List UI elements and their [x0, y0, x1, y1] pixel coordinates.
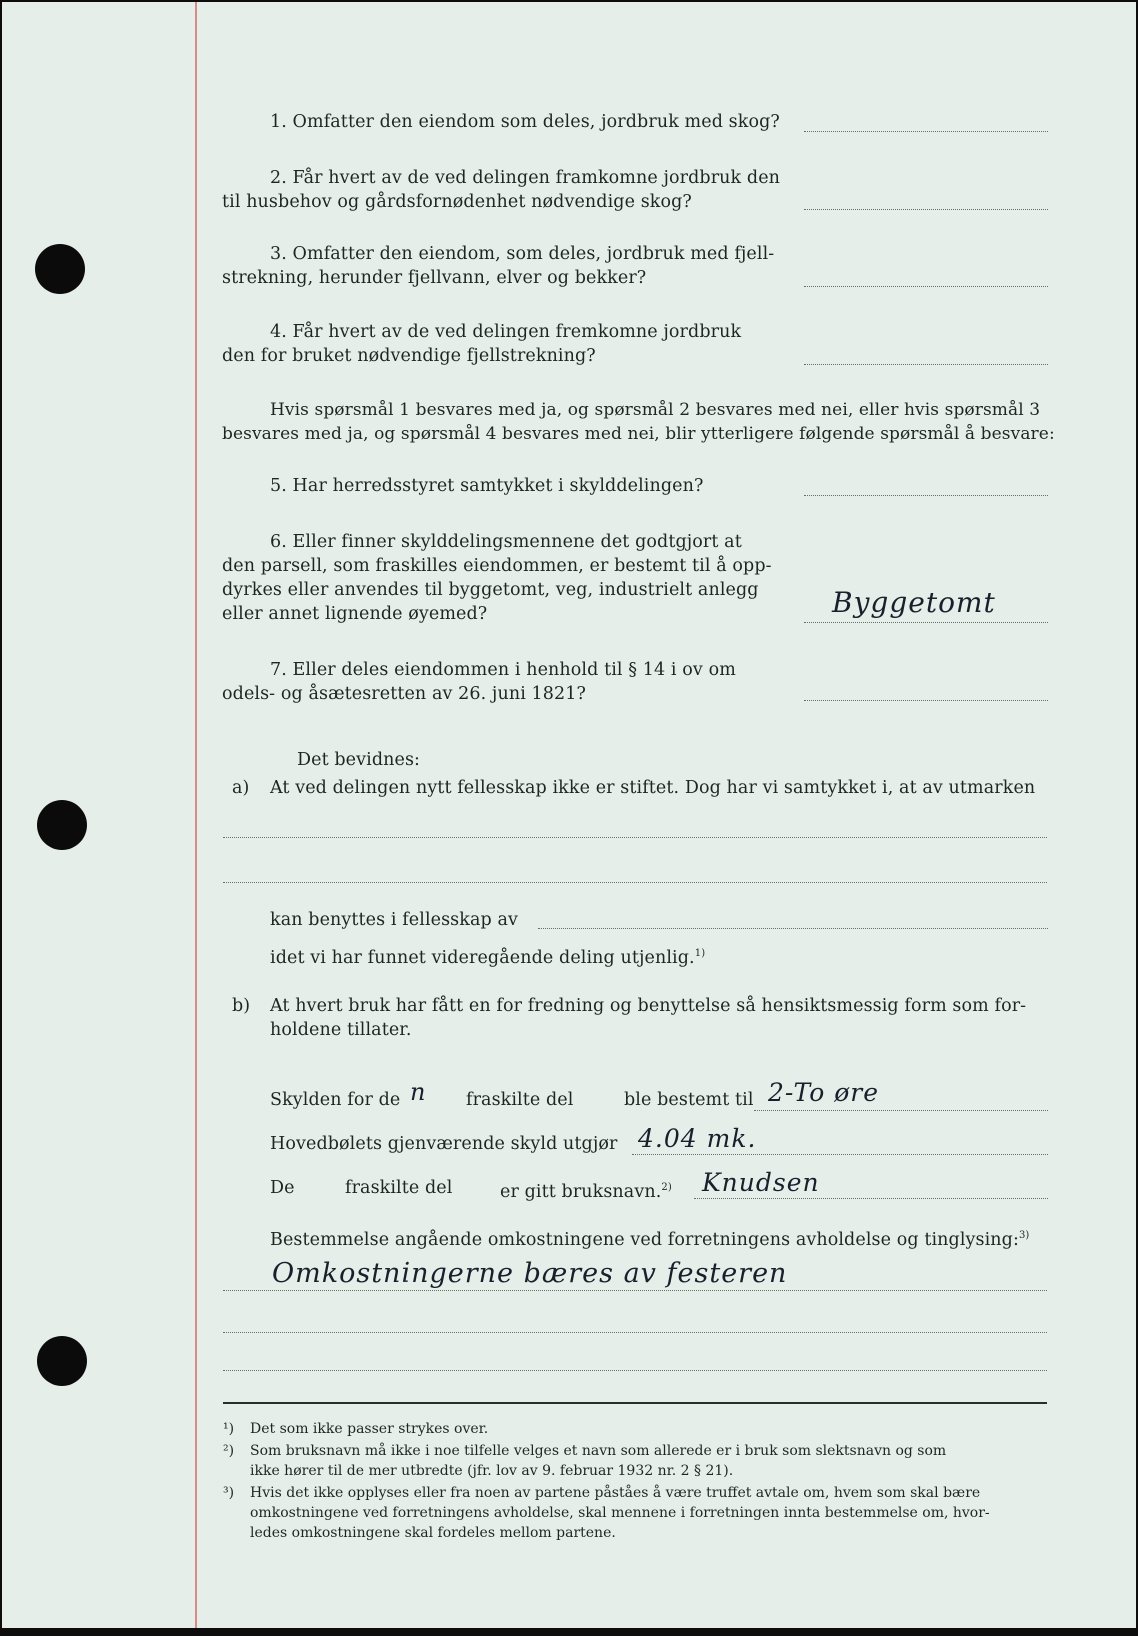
skyld-value-handwritten: 2-To øre	[768, 1078, 879, 1107]
condition-line-1: Hvis spørsmål 1 besvares med ja, og spørsmål 2 besvares med nei, eller hvis spørsmål 3	[270, 400, 1041, 420]
answer-line-1[interactable]	[804, 131, 1048, 132]
skyld-label: Skylden for de	[270, 1090, 401, 1110]
bruksnavn-label-text: er gitt bruksnavn.	[500, 1181, 662, 1202]
footnote-2-line-2: ikke hører til de mer utbredte (jfr. lov av 9. februar 1932 nr. 2 § 21).	[250, 1463, 734, 1479]
question-7-line-1: 7. Eller deles eiendommen i henhold til § 14 i ov om	[270, 660, 736, 680]
question-6-line-4: eller annet lignende øyemed?	[222, 604, 488, 624]
costs-label-text: Bestemmelse angående omkostningene ved forretningens avholdelse og tinglysing:	[270, 1229, 1019, 1250]
footnote-3-mark: ³)	[223, 1485, 235, 1501]
punch-hole-icon	[37, 1336, 87, 1386]
shared-use-line[interactable]	[538, 928, 1048, 929]
answer-line-5[interactable]	[804, 495, 1048, 496]
footnote-3-line-2: omkostningene ved forretningens avholdelse, skal mennene i forretningen innta bestemmelse om, hvor-	[250, 1505, 990, 1521]
answer-6-handwritten: Byggetomt	[832, 586, 996, 619]
question-3-line-1: 3. Omfatter den eiendom, som deles, jordbruk med fjell-	[270, 244, 775, 264]
question-5: 5. Har herredsstyret samtykket i skylddelingen?	[270, 476, 704, 496]
costs-line-1[interactable]	[223, 1290, 1047, 1291]
footnote-separator	[223, 1402, 1047, 1404]
condition-line-2: besvares med ja, og spørsmål 4 besvares med nei, blir ytterligere følgende spørsmål å besvare:	[222, 424, 1055, 444]
question-1: 1. Omfatter den eiendom som deles, jordbruk med skog?	[270, 112, 780, 132]
question-2-line-1: 2. Får hvert av de ved delingen framkomne jordbruk den	[270, 168, 781, 188]
answer-line-4[interactable]	[804, 364, 1048, 365]
skyld-bestemt-label: ble bestemt til	[624, 1090, 754, 1110]
costs-label	[270, 1224, 1029, 1252]
bruksnavn-de-label: De	[270, 1178, 295, 1198]
skyld-fraskilte-label: fraskilte del	[466, 1090, 574, 1110]
costs-line-2[interactable]	[223, 1332, 1047, 1333]
footnote-3-line-1: Hvis det ikke opplyses eller fra noen av partene påståes å være truffet avtale om, hvem som skal bære	[250, 1485, 981, 1501]
costs-line-3[interactable]	[223, 1370, 1047, 1371]
question-7-line-2: odels- og åsætesretten av 26. juni 1821?	[222, 684, 586, 704]
further-division-label: idet vi har funnet videregående deling utjenlig.	[270, 947, 695, 968]
skyld-handwritten-n: n	[410, 1078, 427, 1106]
certify-a-label: a)	[232, 778, 250, 798]
question-2-line-2: til husbehov og gårdsfornødenhet nødvendige skog?	[222, 192, 692, 212]
question-3-line-2: strekning, herunder fjellvann, elver og bekker?	[222, 268, 647, 288]
question-6-line-3: dyrkes eller anvendes til byggetomt, veg, industrielt anlegg	[222, 580, 759, 600]
question-4-line-1: 4. Får hvert av de ved delingen fremkomne jordbruk	[270, 322, 742, 342]
footnote-1-text: Det som ikke passer strykes over.	[250, 1421, 489, 1437]
footnote-1-mark: ¹)	[223, 1421, 235, 1437]
question-4-line-2: den for bruket nødvendige fjellstrekning?	[222, 346, 596, 366]
footnote-2-line-1: Som bruksnavn må ikke i noe tilfelle velges et navn som allerede er i bruk som slektsnavn og som	[250, 1443, 947, 1459]
document-page	[2, 2, 1136, 1628]
answer-line-2[interactable]	[804, 209, 1048, 210]
blank-line-a2[interactable]	[223, 882, 1047, 883]
certify-b-line-2: holdene tillater.	[270, 1020, 412, 1040]
remaining-skyld-label: Hovedbølets gjenværende skyld utgjør	[270, 1134, 618, 1154]
answer-line-7[interactable]	[804, 700, 1048, 701]
bruksnavn-label	[500, 1176, 672, 1204]
question-6-line-1: 6. Eller finner skylddelingsmennene det godtgjort at	[270, 532, 742, 552]
question-6-line-2: den parsell, som fraskilles eiendommen, er bestemt til å opp-	[222, 556, 772, 576]
footnote-ref-1: 1)	[694, 948, 706, 959]
answer-line-3[interactable]	[804, 286, 1048, 287]
bruksnavn-answer-line[interactable]	[694, 1198, 1048, 1199]
certify-b-line-1: At hvert bruk har fått en for fredning og benyttelse så hensiktsmessig form som for-	[270, 996, 1027, 1016]
punch-hole-icon	[37, 800, 87, 850]
further-division-text	[270, 942, 705, 970]
costs-handwritten: Omkostningerne bæres av festeren	[272, 1258, 788, 1289]
shared-use-label: kan benyttes i fellesskap av	[270, 910, 518, 930]
footnote-3-line-3: ledes omkostningene skal fordeles mellom partene.	[250, 1525, 616, 1541]
certify-b-label: b)	[232, 996, 251, 1016]
answer-line-6[interactable]	[804, 622, 1048, 623]
bruksnavn-handwritten: Knudsen	[702, 1168, 820, 1197]
skyld-answer-line[interactable]	[754, 1110, 1048, 1111]
punch-hole-icon	[35, 244, 85, 294]
remaining-skyld-handwritten: 4.04 mk.	[638, 1124, 757, 1153]
footnote-ref-3: 3)	[1018, 1230, 1030, 1241]
certify-heading: Det bevidnes:	[297, 750, 421, 770]
red-margin-line	[195, 2, 197, 1628]
remaining-answer-line[interactable]	[632, 1154, 1048, 1155]
certify-a-text: At ved delingen nytt fellesskap ikke er stiftet. Dog har vi samtykket i, at av utmarken	[270, 778, 1036, 798]
bruksnavn-fraskilte-label: fraskilte del	[345, 1178, 453, 1198]
blank-line-a1[interactable]	[223, 837, 1047, 838]
footnote-2-mark: ²)	[223, 1443, 235, 1459]
footnote-ref-2: 2)	[661, 1182, 672, 1193]
